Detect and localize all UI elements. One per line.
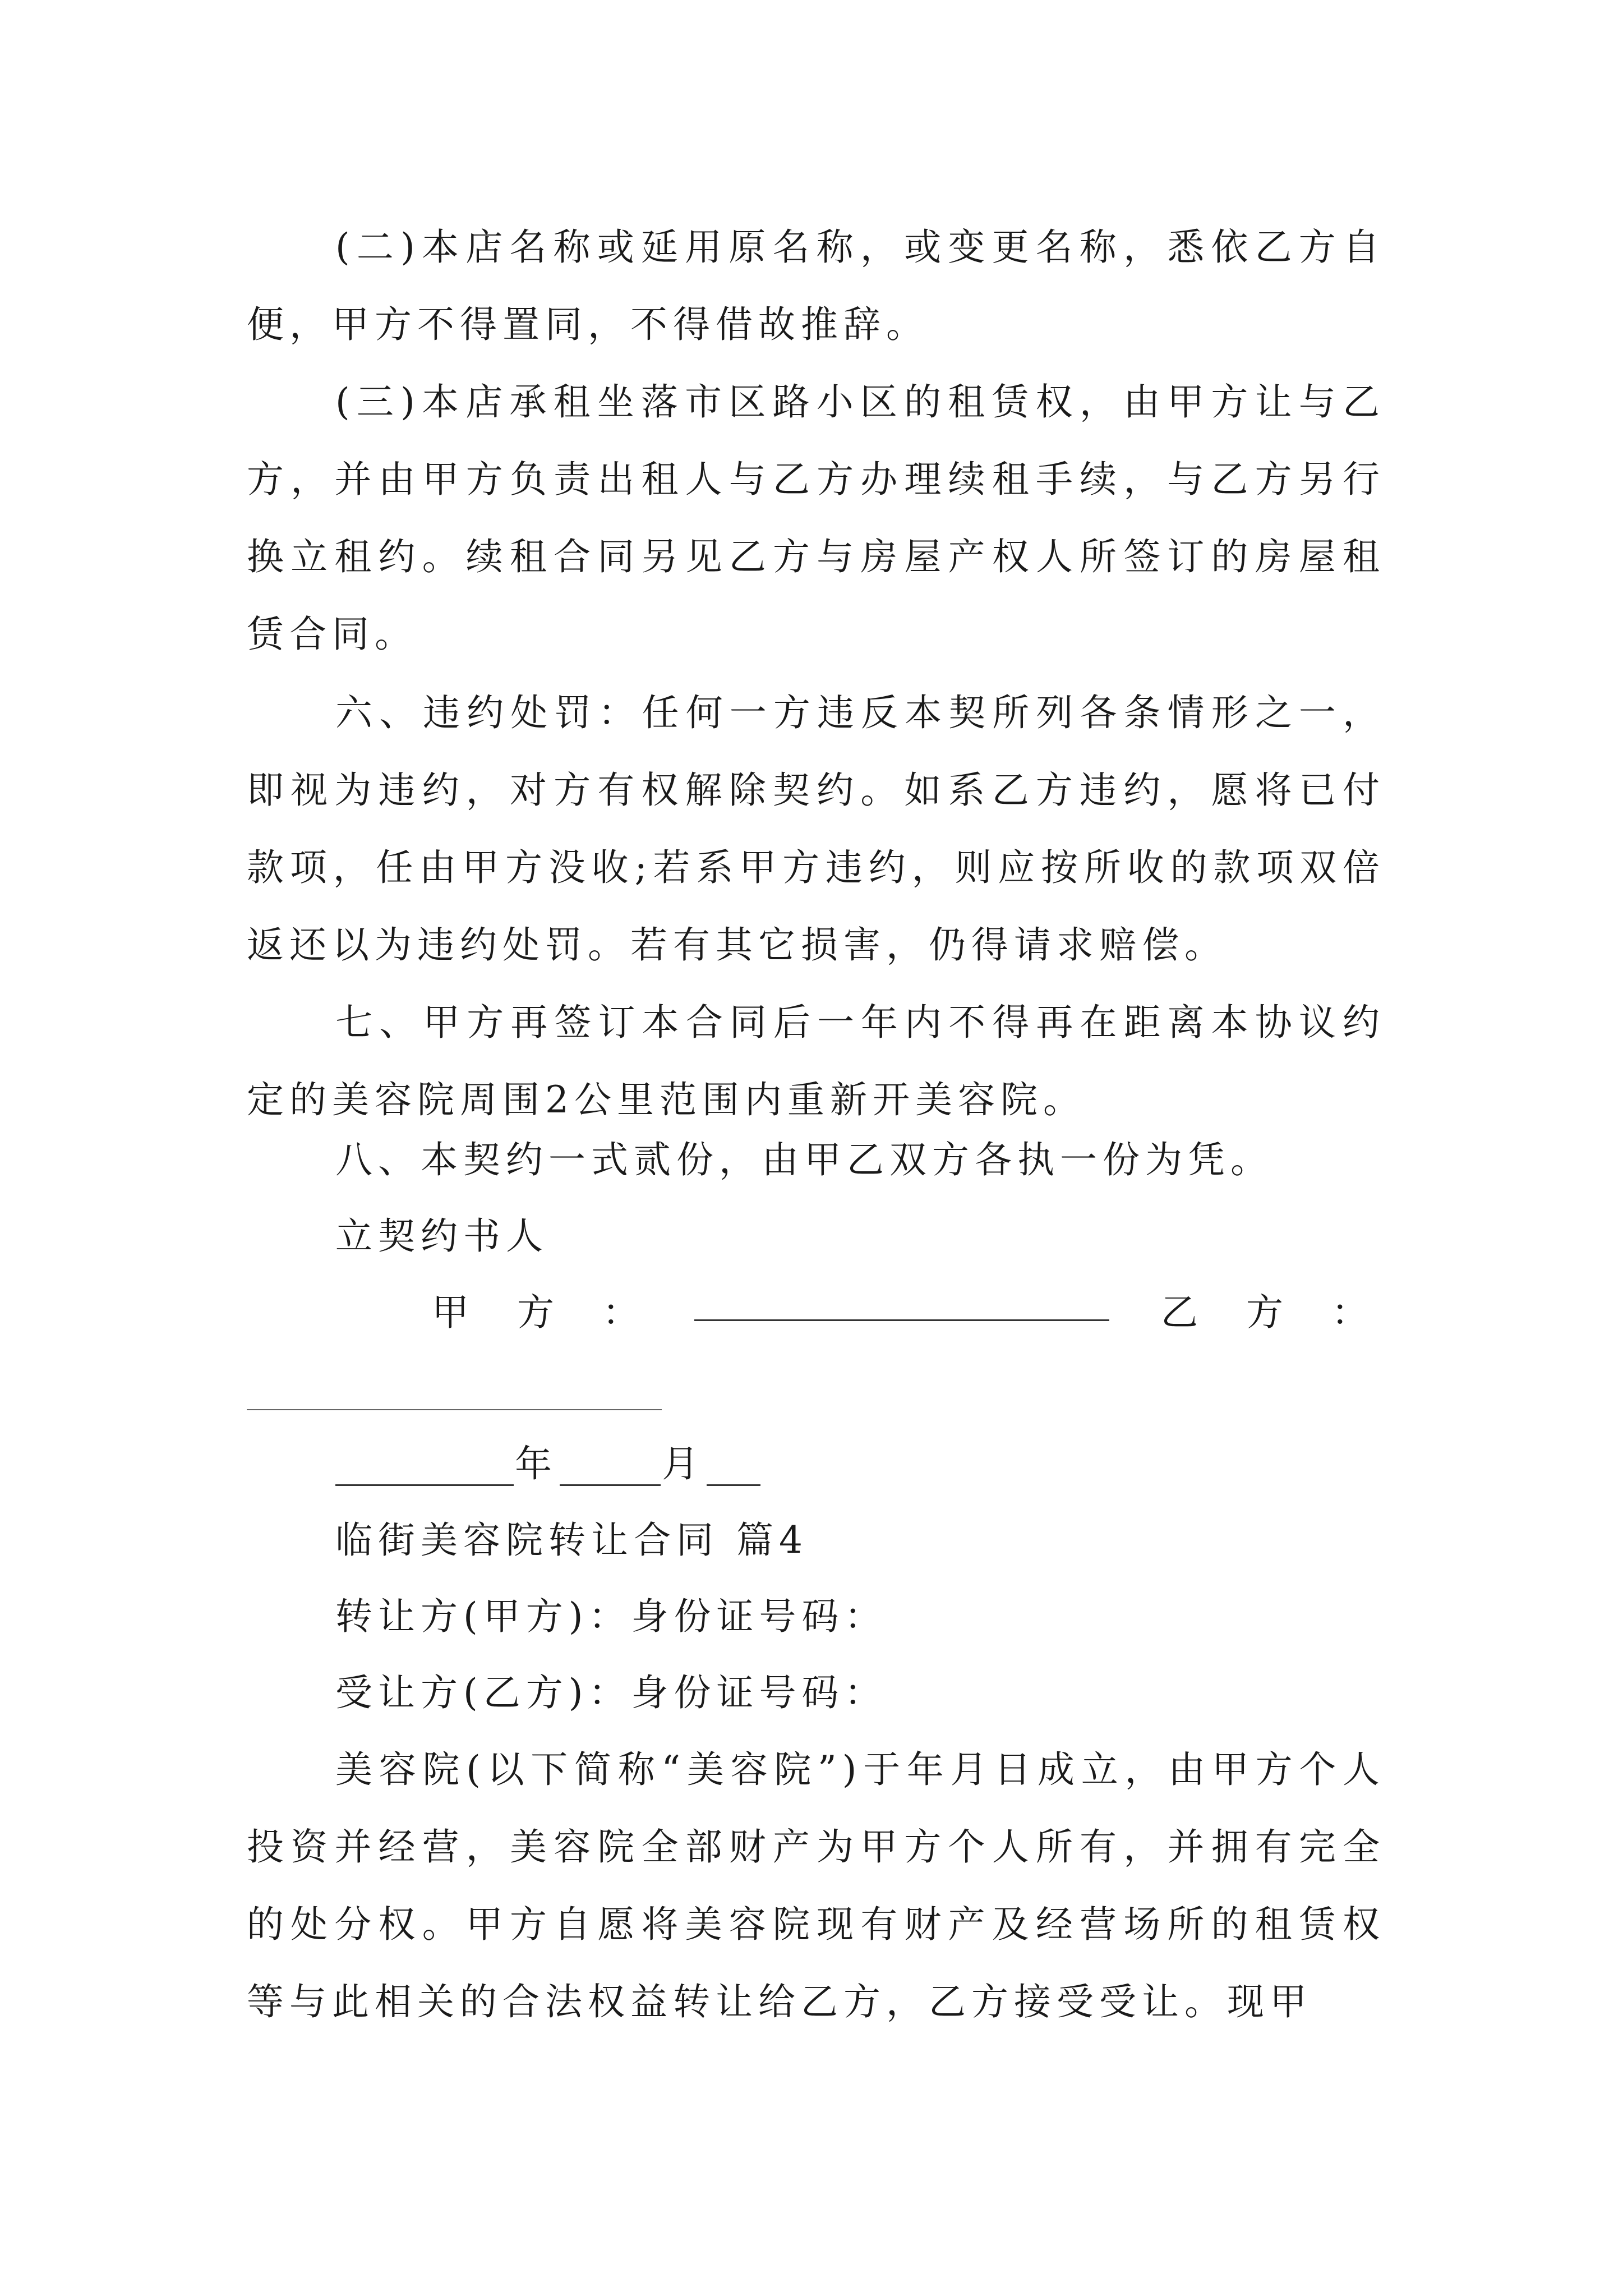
- clause-paragraph-san: (三)本店承租坐落市区路小区的租赁权，由甲方让与乙方，并由甲方负责出租人与乙方办理续租手续，与乙方另行换立租约。续租合同另见乙方与房屋产权人所签订的房屋租赁合同。: [247, 380, 1385, 656]
- section-title: 临街美容院转让合同 篇4: [335, 1519, 808, 1562]
- party-a-label: 甲 方 ：: [432, 1291, 645, 1334]
- party-b-signature-blank: [247, 1409, 662, 1410]
- year-blank: [335, 1484, 514, 1486]
- signers-label: 立契约书人: [335, 1214, 548, 1258]
- clause-paragraph-er: (二)本店名称或延用原名称，或变更名称，悉依乙方自便，甲方不得置同，不得借故推辞。: [247, 226, 1385, 346]
- date-month-label: 月: [662, 1442, 704, 1485]
- clause-paragraph-ba: 八、本契约一式贰份，由甲乙双方各执一份为凭。: [335, 1138, 1273, 1181]
- party-b-label: 乙 方 ：: [1161, 1291, 1374, 1334]
- transferee-line: 受让方(乙方)：身份证号码：: [335, 1671, 887, 1714]
- clause-paragraph-liu: 六、违约处罚：任何一方违反本契所列各条情形之一，即视为违约，对方有权解除契约。如系乙方违约，愿将已付款项，任由甲方没收;若系甲方违约，则应按所收的款项双倍返还以为违约处罚。若有其它损害，仍得请求赔偿。: [247, 691, 1385, 967]
- intro-paragraph: 美容院(以下简称“美容院”)于年月日成立，由甲方个人投资并经营，美容院全部财产为甲方个人所有，并拥有完全的处分权。甲方自愿将美容院现有财产及经营场所的租赁权等与此相关的合法权益转让给乙方，乙方接受受让。现甲: [247, 1748, 1385, 2023]
- transferor-line: 转让方(甲方)：身份证号码：: [335, 1595, 887, 1638]
- party-a-signature-blank: [694, 1319, 1109, 1321]
- month-blank: [560, 1484, 661, 1486]
- date-year-label: 年: [515, 1442, 557, 1485]
- day-blank: [707, 1484, 760, 1486]
- clause-paragraph-qi: 七、甲方再签订本合同后一年内不得再在距离本协议约定的美容院周围2公里范围内重新开美容院。: [247, 1001, 1385, 1121]
